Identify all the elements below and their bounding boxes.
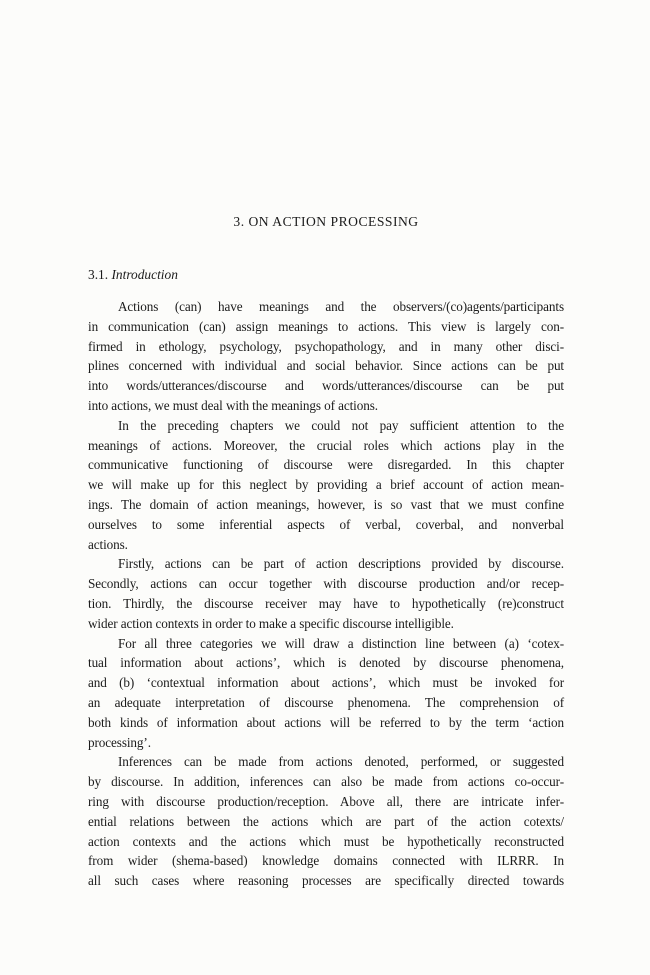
text-line: by discourse. In addition, inferences can also be made from actions co-occur-: [88, 774, 564, 790]
text-line: into words/utterances/discourse and words/utterances/discourse can be put: [88, 378, 564, 394]
text-line: In the preceding chapters we could not pay sufficient attention to the: [118, 417, 564, 433]
text-line: Firstly, actions can be part of action descriptions provided by discourse.: [118, 556, 564, 572]
text-line: ings. The domain of action meanings, however, is so vast that we must confine: [88, 496, 564, 512]
text-line: in communication (can) assign meanings to actions. This view is largely con-: [88, 318, 564, 334]
text-line: both kinds of information about actions will be referred to by the term ‘action: [88, 714, 564, 730]
text-line: into actions, we must deal with the meanings of actions.: [88, 397, 378, 413]
text-line: plines concerned with individual and social behavior. Since actions can be put: [88, 358, 564, 374]
text-line: ourselves to some inferential aspects of verbal, coverbal, and nonverbal: [88, 516, 564, 532]
text-line: communicative functioning of discourse were disregarded. In this chapter: [88, 457, 564, 473]
text-line: firmed in ethology, psychology, psychopathology, and in many other disci-: [88, 338, 564, 354]
text-line: Actions (can) have meanings and the observers/(co)agents/participants: [118, 299, 564, 314]
section-title: Introduction: [111, 267, 178, 282]
text-line: actions.: [88, 536, 128, 552]
text-line: action contexts and the actions which must be hypothetically reconstructed: [88, 833, 564, 849]
body-text: [88, 297, 564, 891]
text-line: ring with discourse production/reception. Above all, there are intricate infer-: [88, 793, 564, 809]
chapter-heading: 3. ON ACTION PROCESSING: [233, 214, 419, 229]
text-line: all such cases where reasoning processes are specifically directed towards: [88, 873, 564, 889]
text-line: meanings of actions. Moreover, the crucial roles which actions play in the: [88, 437, 564, 453]
text-line: processing’.: [88, 734, 151, 750]
paragraph: [88, 634, 564, 753]
section-heading: [88, 266, 564, 283]
paragraph: [88, 297, 564, 416]
section-number: 3.1.: [88, 267, 109, 282]
text-line: Secondly, actions can occur together with discourse production and/or recep-: [88, 576, 564, 592]
text-line: an adequate interpretation of discourse phenomena. The comprehension of: [88, 694, 564, 710]
text-line: and (b) ‘contextual information about actions’, which must be invoked for: [88, 675, 564, 691]
text-line: tion. Thirdly, the discourse receiver may have to hypothetically (re)construct: [88, 595, 564, 611]
text-line: tual information about actions’, which is denoted by discourse phenomena,: [88, 655, 564, 671]
text-line: wider action contexts in order to make a specific discourse intelligible.: [88, 615, 454, 631]
paragraph: [88, 554, 564, 633]
paragraph: [88, 416, 564, 555]
text-line: ential relations between the actions which are part of the action cotexts/: [88, 813, 564, 829]
paragraph: [88, 752, 564, 891]
text-line: from wider (shema-based) knowledge domains connected with ILRRR. In: [88, 853, 564, 869]
text-line: For all three categories we will draw a distinction line between (a) ‘cotex-: [118, 635, 564, 651]
text-line: we will make up for this neglect by providing a brief account of action mean-: [88, 477, 564, 493]
text-line: Inferences can be made from actions denoted, performed, or suggested: [118, 754, 564, 770]
